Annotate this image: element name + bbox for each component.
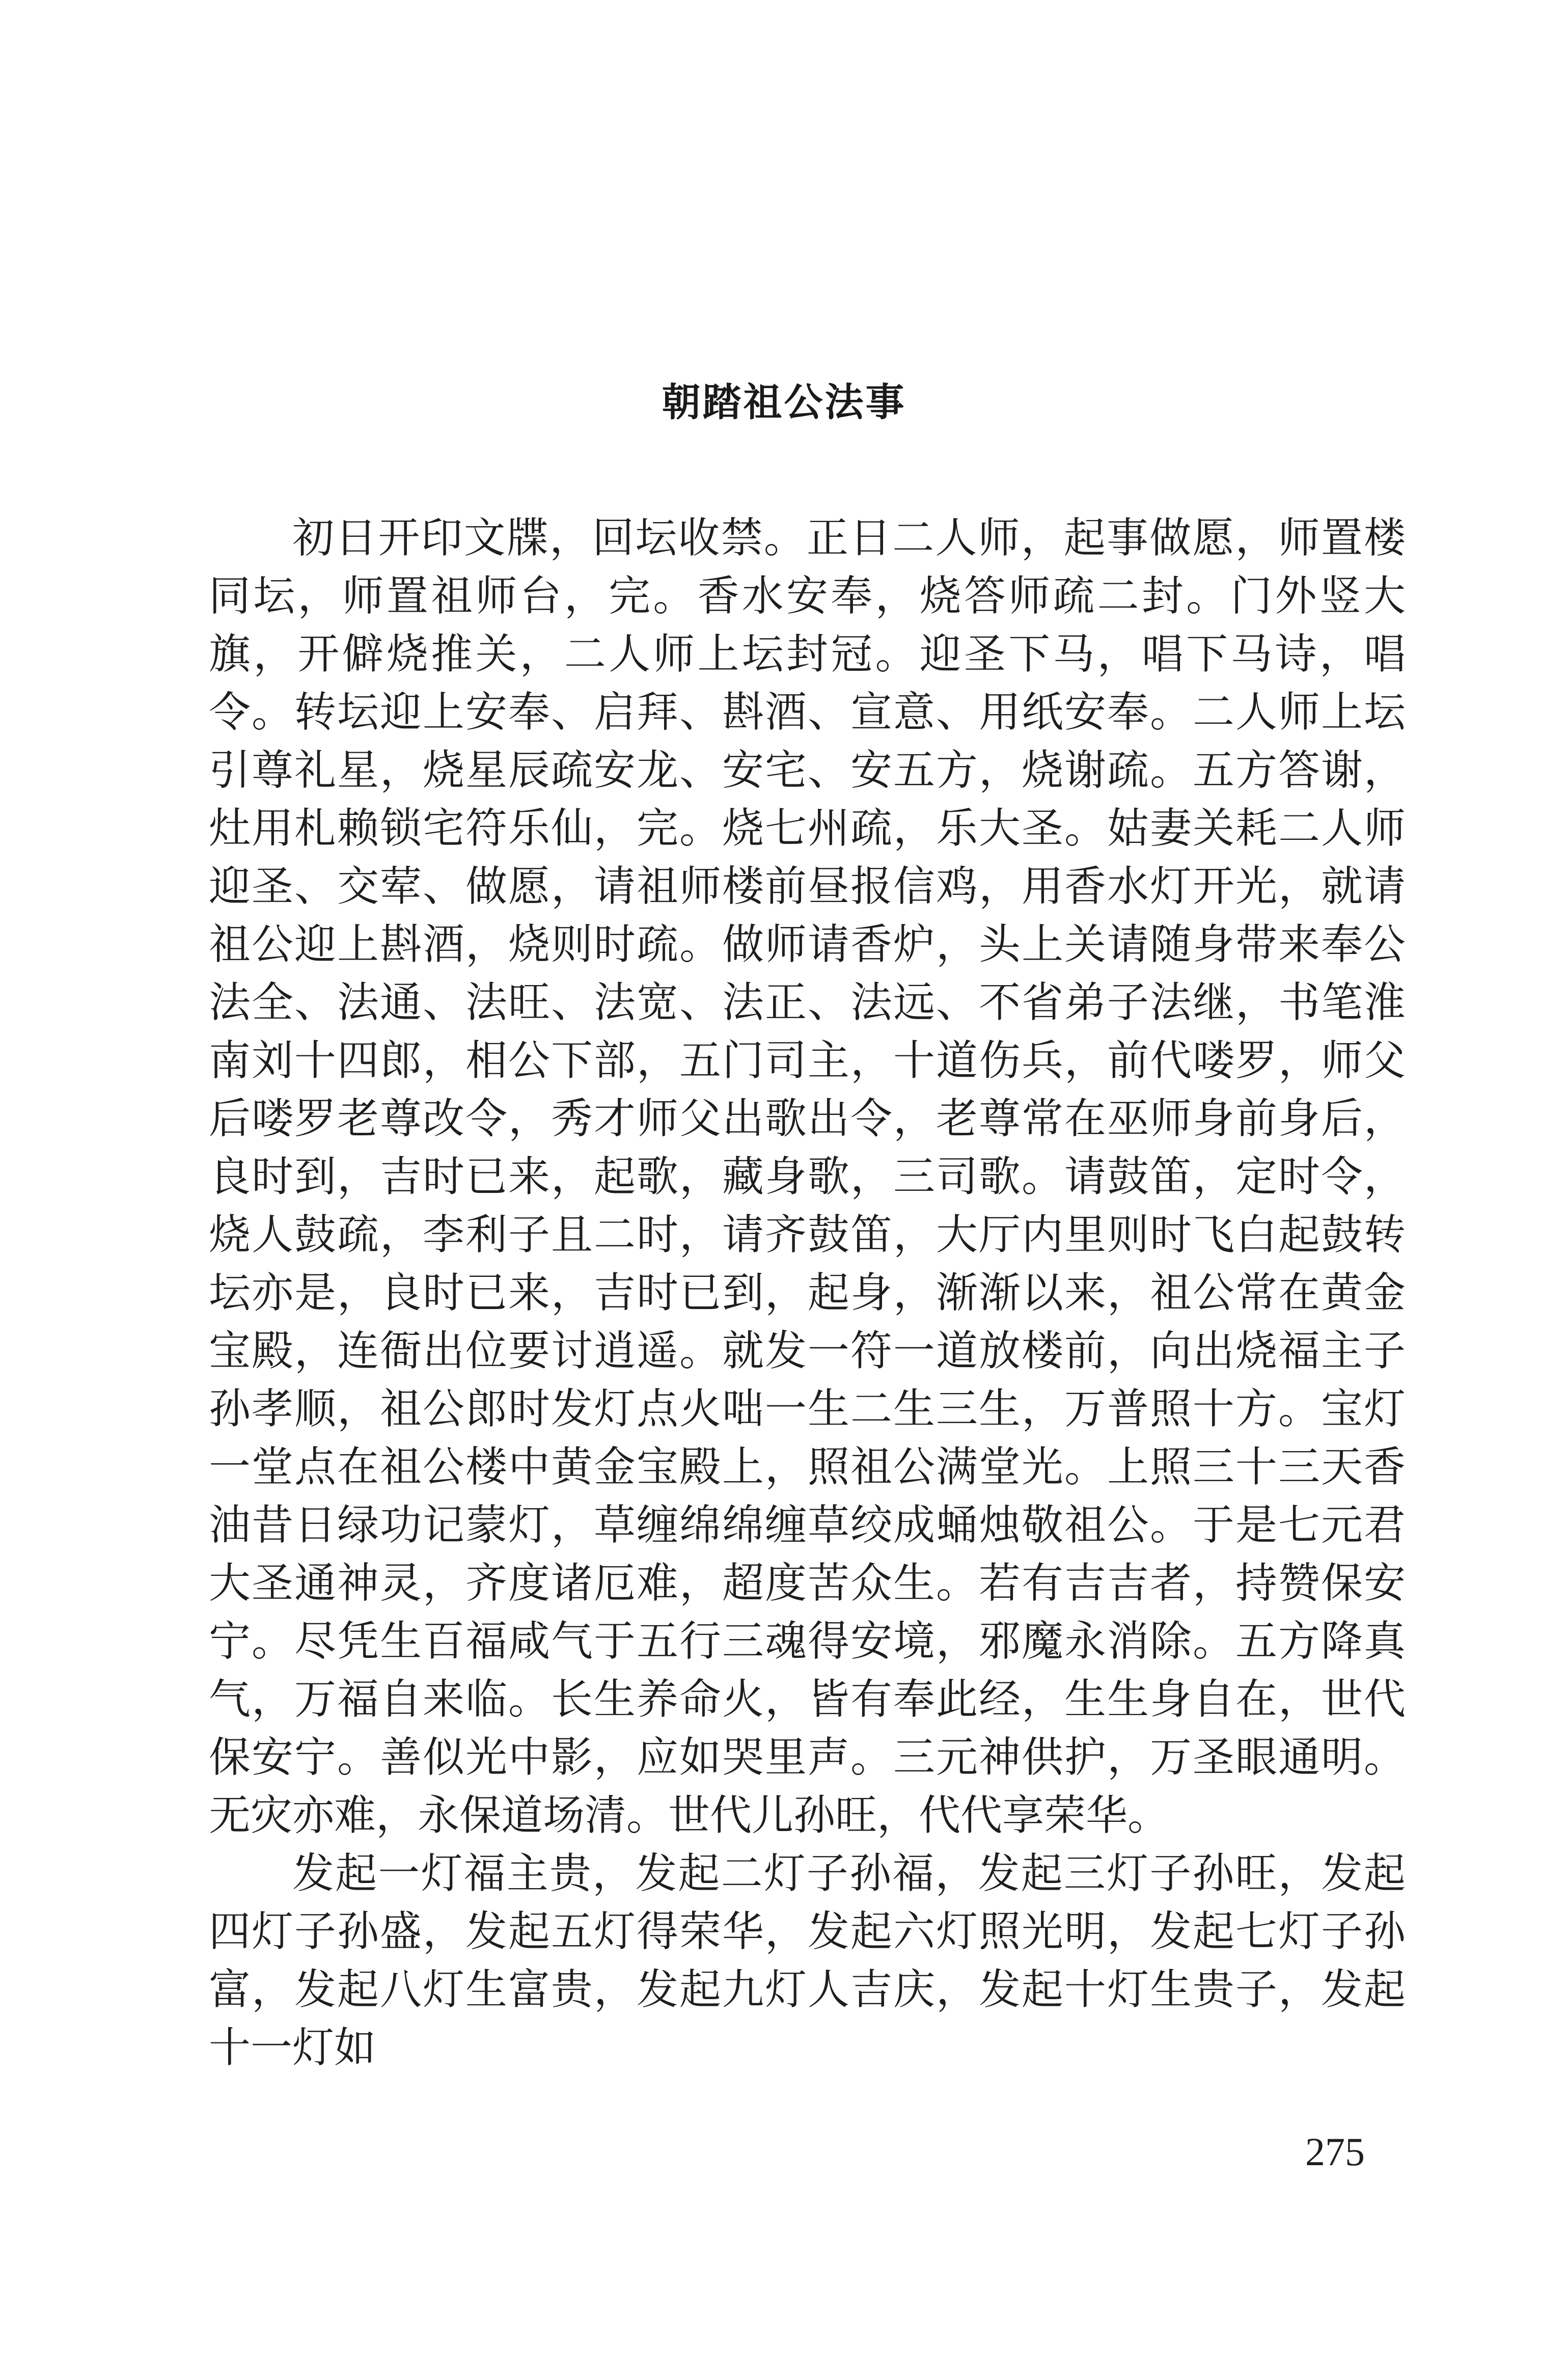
document-title: 朝踏祖公法事	[662, 379, 906, 425]
paragraph-1: 初日开印文牒，回坛收禁。正日二人师，起事做愿，师置楼同坛，师置祖师台，完。香水安奉，烧答师疏二封。门外竖大旗，开僻烧推关，二人师上坛封冠。迎圣下马，唱下马诗，唱令。转坛迎上安奉、启拜、斟酒、宣意、用纸安奉。二人师上坛引尊礼星，烧星辰疏安龙、安宅、安五方，烧谢疏。五方答谢，灶用札赖锁宅符乐仙，完。烧七州疏，乐大圣。姑妻关耗二人师迎圣、交荤、做愿，请祖师楼前昼报信鸡，用香水灯开光，就请祖公迎上斟酒，烧则时疏。做师请香炉，头上关请随身带来奉公法全、法通、法旺、法宽、法正、法远、不省弟子法继，书笔淮南刘十四郎，相公下部，五门司主，十道伤兵，前代喽罗，师父后喽罗老尊改令，秀才师父出歌出令，老尊常在巫师身前身后，良时到，吉时已来，起歌，藏身歌，三司歌。请鼓笛，定时令，烧人鼓疏，李利子且二时，请齐鼓笛，大厅内里则时飞白起鼓转坛亦是，良时已来，吉时已到，起身，渐渐以来，祖公常在黄金宝殿，连衙出位要讨逍遥。就发一符一道放楼前，向出烧福主子孙孝顺，祖公郎时发灯点火咄一生二生三生，万普照十方。宝灯一堂点在祖公楼中黄金宝殿上，照祖公满堂光。上照三十三天香油昔日绿功记蒙灯，草缠绵绵缠草绞成蛹烛敬祖公。于是七元君大圣通神灵，齐度诸厄难，超度苦众生。若有吉吉者，持赞保安宁。尽凭生百福咸气于五行三魂得安境，邪魔永消除。五方降真气，万福自来临。长生养命火，皆有奉此经，生生身自在，世代保安宁。善似光中影，应如哭里声。三元神供护，万圣眼通明。无灾亦难，永保道场清。世代儿孙旺，代代享荣华。	[209, 514, 1406, 1840]
document-body	[209, 509, 1406, 2077]
paragraph-2: 发起一灯福主贵，发起二灯子孙福，发起三灯子孙旺，发起四灯子孙盛，发起五灯得荣华，发起六灯照光明，发起七灯子孙富，发起八灯生富贵，发起九灯人吉庆，发起十灯生贵子，发起十一灯如	[209, 1849, 1406, 2072]
page-number: 275	[1305, 2130, 1365, 2174]
